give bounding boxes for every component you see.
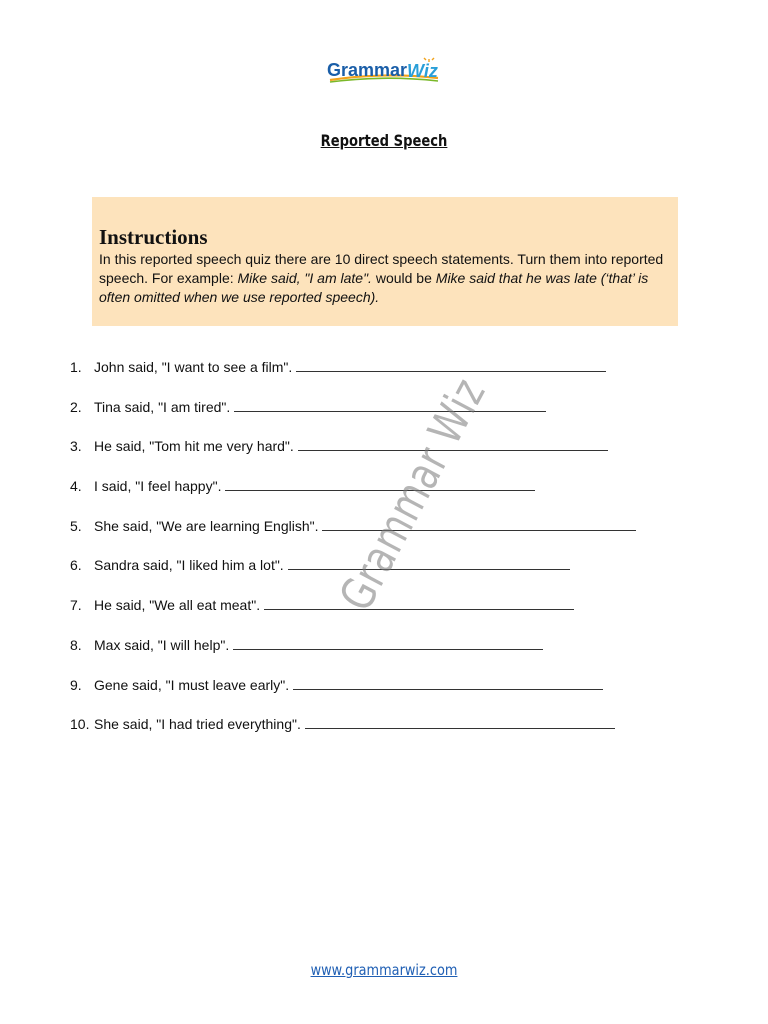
grammarwiz-logo-icon bbox=[324, 56, 444, 86]
example-reported: Mike said that he was late (‘that’ is often omitted when we use reported speech). bbox=[99, 270, 649, 305]
question-text: Max said, "I will help". bbox=[94, 636, 230, 653]
question-item bbox=[70, 714, 710, 754]
question-text: John said, "I want to see a film". bbox=[94, 359, 293, 375]
instructions-text bbox=[99, 250, 665, 307]
watermark: Grammar Wiz bbox=[328, 368, 496, 620]
question-body bbox=[94, 436, 608, 456]
answer-blank-line[interactable] bbox=[298, 436, 608, 451]
question-number: 3. bbox=[70, 438, 82, 455]
logo-text-wiz: Wiz bbox=[407, 61, 438, 81]
question-number: 1. bbox=[70, 359, 82, 375]
instructions-heading: Instructions bbox=[99, 225, 208, 249]
answer-blank-line[interactable] bbox=[293, 675, 603, 690]
question-item bbox=[70, 436, 710, 476]
question-body bbox=[94, 595, 574, 615]
question-item bbox=[70, 516, 710, 556]
answer-blank-line[interactable] bbox=[305, 714, 615, 729]
footer-website-link[interactable]: www.grammarwiz.com bbox=[310, 961, 458, 979]
question-number: 2. bbox=[70, 398, 82, 415]
answer-blank-line[interactable] bbox=[234, 397, 546, 412]
question-body bbox=[94, 476, 535, 496]
question-text: He said, "Tom hit me very hard". bbox=[94, 438, 294, 455]
question-item bbox=[70, 476, 710, 516]
instructions-text-part2: would be bbox=[371, 270, 436, 286]
question-item bbox=[70, 595, 710, 635]
question-text: She said, "We are learning English". bbox=[94, 517, 319, 534]
question-number: 9. bbox=[70, 676, 82, 693]
question-body bbox=[94, 714, 615, 734]
question-list bbox=[70, 357, 710, 754]
question-item bbox=[70, 555, 710, 595]
question-body bbox=[94, 397, 546, 417]
answer-blank-line[interactable] bbox=[225, 476, 535, 491]
instructions-text-part1: In this reported speech quiz there are 10 direct speech statements. Turn them into reported speech. For example: bbox=[99, 251, 664, 286]
question-body bbox=[94, 555, 570, 575]
answer-blank-line[interactable] bbox=[288, 555, 570, 570]
question-item bbox=[70, 357, 710, 397]
question-body bbox=[94, 635, 543, 655]
question-body bbox=[94, 675, 603, 695]
question-number: 5. bbox=[70, 517, 82, 534]
question-number: 7. bbox=[70, 597, 82, 614]
question-number: 6. bbox=[70, 557, 82, 574]
answer-blank-line[interactable] bbox=[233, 635, 543, 650]
question-body bbox=[94, 357, 606, 377]
instructions-box bbox=[92, 197, 678, 326]
answer-blank-line[interactable] bbox=[264, 595, 574, 610]
question-text: Tina said, "I am tired". bbox=[94, 398, 231, 415]
question-text: I said, "I feel happy". bbox=[94, 478, 222, 495]
question-item bbox=[70, 675, 710, 715]
page-title: Reported Speech bbox=[320, 131, 448, 150]
question-item bbox=[70, 397, 710, 437]
grammarwiz-logo bbox=[0, 56, 768, 86]
question-text: Sandra said, "I liked him a lot". bbox=[94, 557, 284, 574]
question-number: 8. bbox=[70, 636, 82, 653]
example-direct: Mike said, "I am late". bbox=[237, 270, 372, 286]
question-text: He said, "We all eat meat". bbox=[94, 597, 261, 614]
answer-blank-line[interactable] bbox=[322, 516, 636, 531]
question-item bbox=[70, 635, 710, 675]
question-body bbox=[94, 516, 636, 536]
answer-blank-line[interactable] bbox=[296, 357, 606, 372]
question-number: 4. bbox=[70, 478, 82, 495]
question-text: She said, "I had tried everything". bbox=[94, 716, 301, 733]
question-text: Gene said, "I must leave early". bbox=[94, 676, 290, 693]
logo-text-grammar: Grammar bbox=[327, 60, 408, 80]
question-number: 10. bbox=[70, 716, 90, 733]
